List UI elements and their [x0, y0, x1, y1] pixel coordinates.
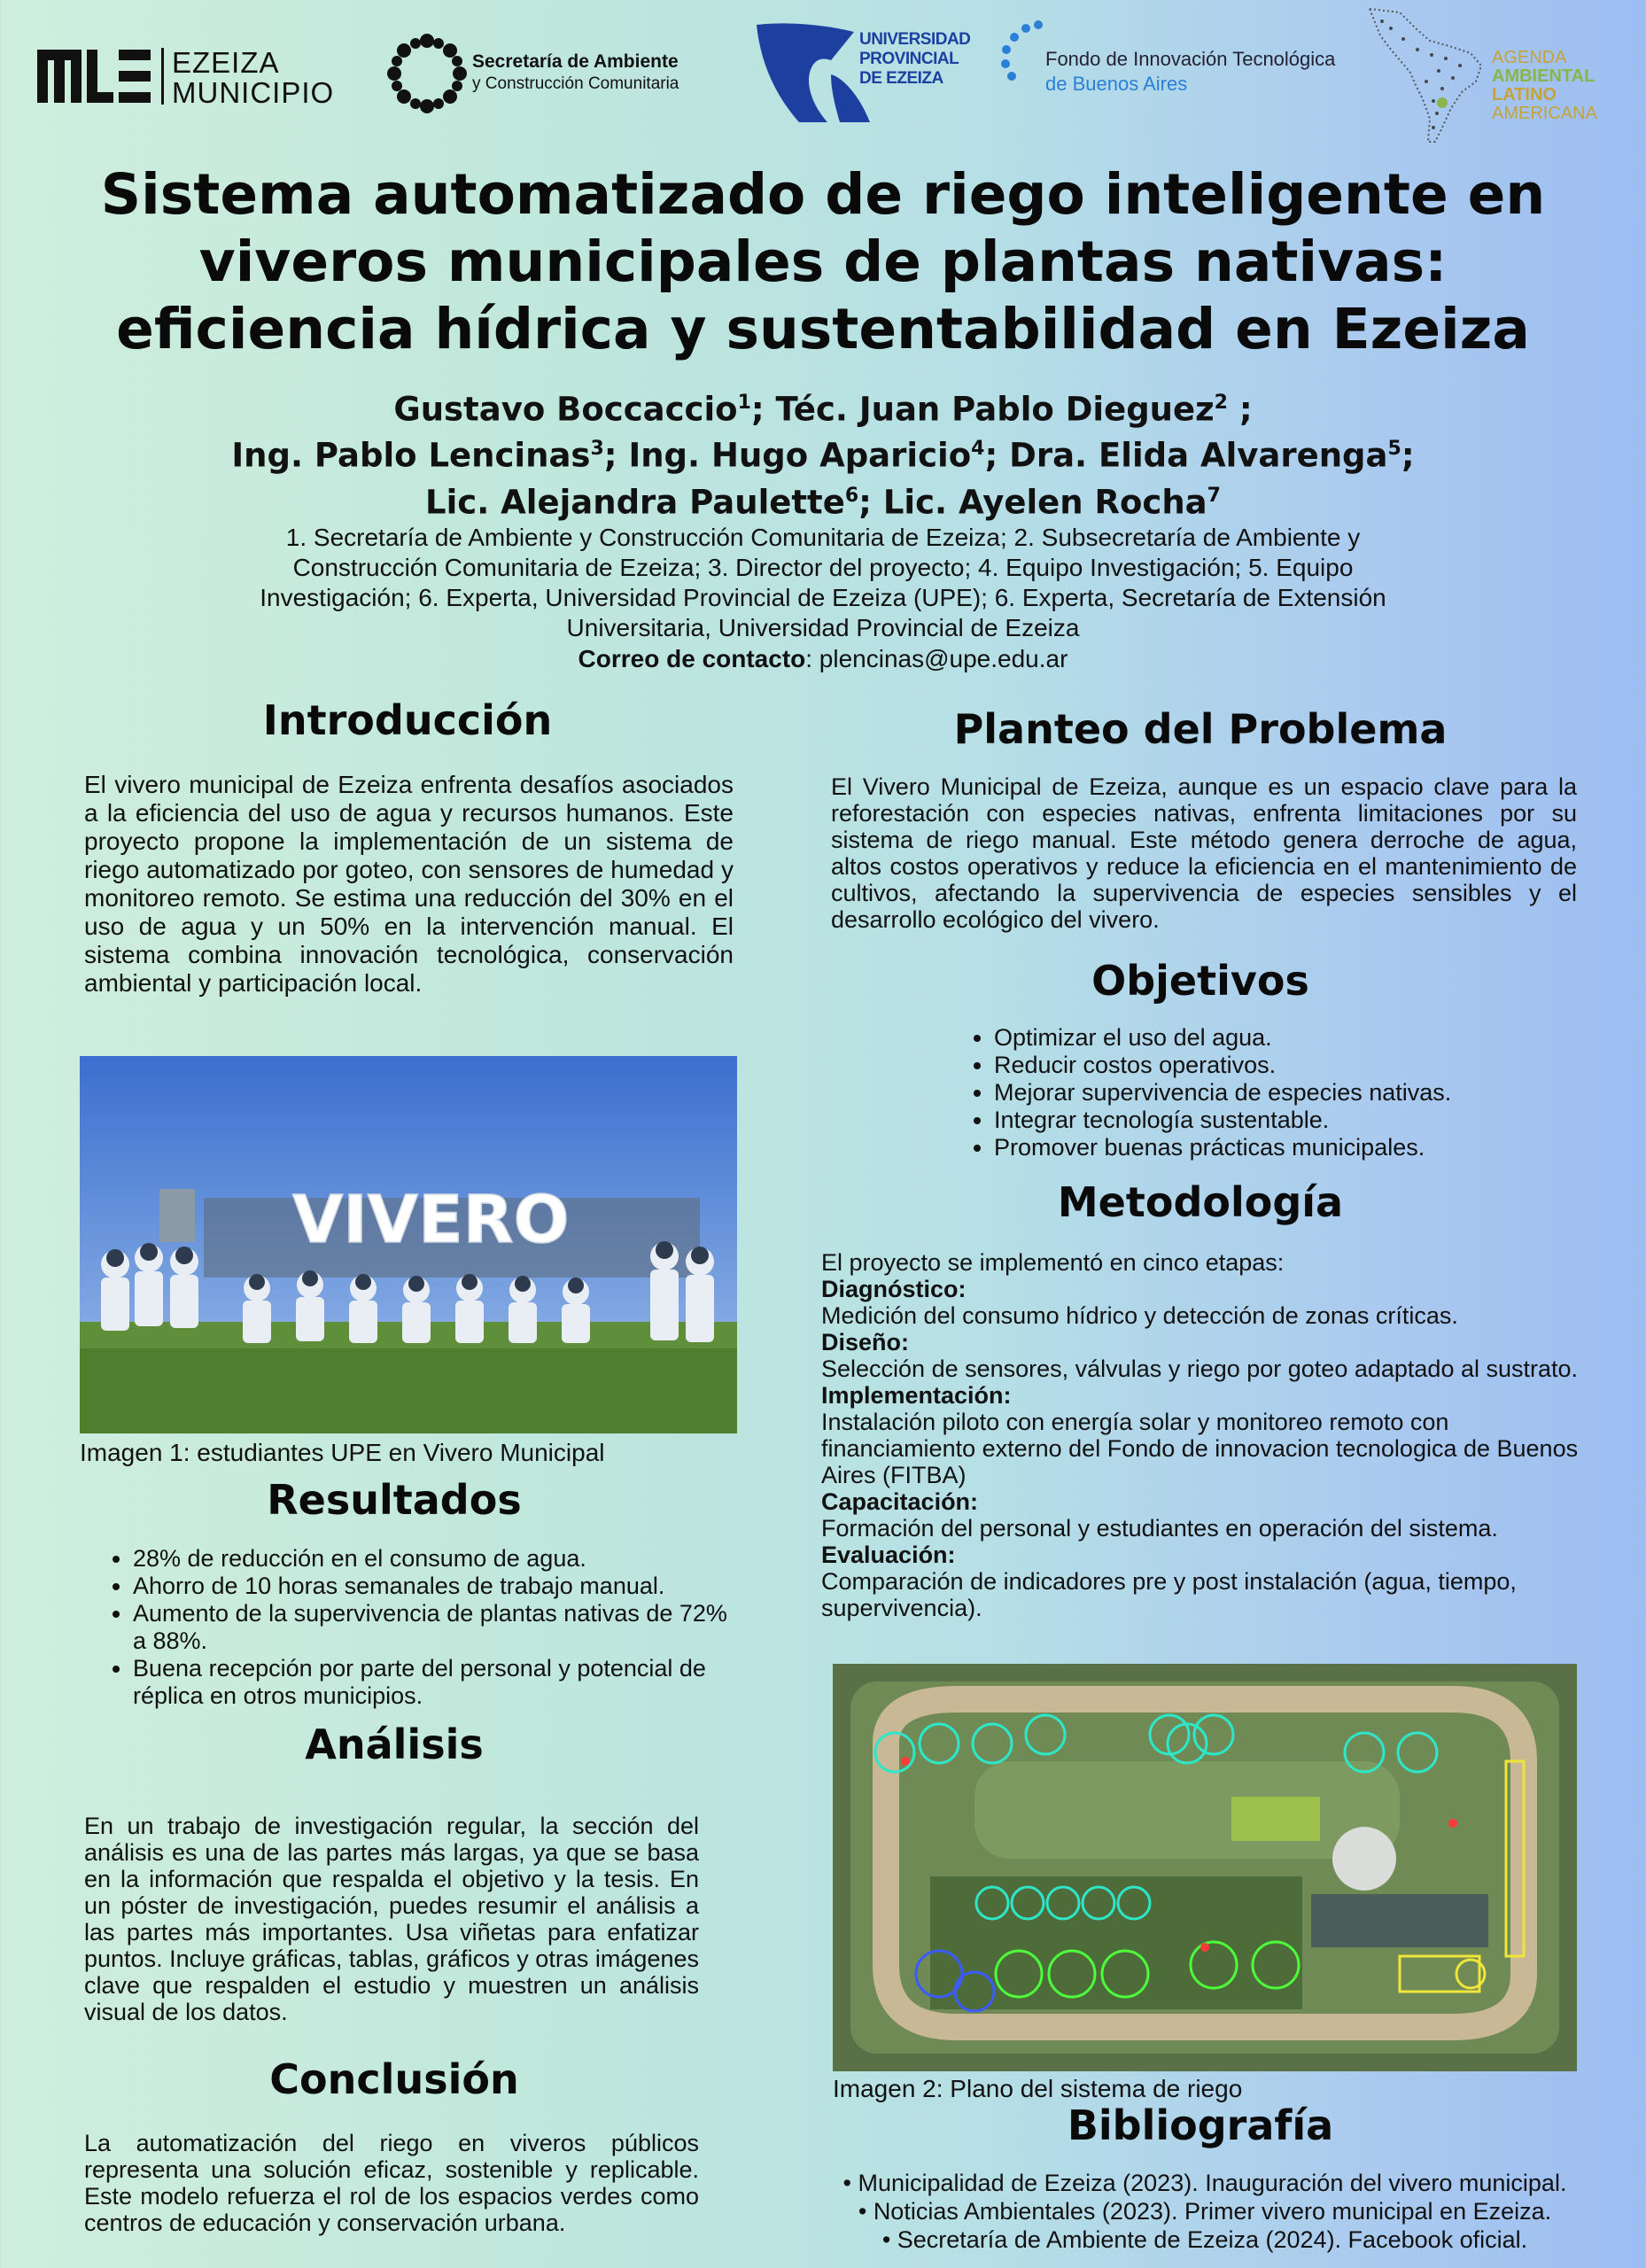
fondo-title: Fondo de Innovación Tecnológica: [1045, 48, 1336, 70]
step-label: Evaluación:: [821, 1542, 956, 1568]
author-name: ; Dra. Elida Alvarenga: [984, 436, 1388, 475]
authors-line-1: [89, 383, 1557, 429]
poster-title: [53, 161, 1593, 363]
title-line-1: Sistema automatizado de riego inteligente en: [100, 162, 1546, 227]
secretaria-title: Secretaría de Ambiente: [472, 51, 679, 72]
author-index: 4: [971, 438, 985, 461]
conclusion-text: La automatización del riego en viveros públicos representa una solución eficaz, sostenible y replicable. Este modelo refuerza el rol de los espacios verdes como centros de educación y conservación urbana.: [84, 2130, 699, 2236]
list-item: • Noticias Ambientales (2023). Primer vivero municipal en Ezeiza.: [858, 2198, 1552, 2225]
ezeiza-divider: [161, 48, 164, 105]
planteo-heading: Planteo del Problema: [953, 705, 1448, 753]
list-item: • Promover buenas prácticas municipales.: [994, 1134, 1579, 1161]
step-text: Selección de sensores, válvulas y riego por goteo adaptado al sustrato.: [821, 1355, 1579, 1382]
affiliation-line: Investigación; 6. Experta, Universidad Provincial de Ezeiza (UPE); 6. Experta, Secretaría de Extensión: [260, 584, 1386, 611]
metodologia-heading: Metodología: [1057, 1178, 1344, 1226]
objetivos-list: [966, 1024, 1579, 1161]
contact-label: Correo de contacto: [578, 645, 806, 672]
introduccion-text: El vivero municipal de Ezeiza enfrenta desafíos asociados a la eficiencia del uso de agua y recursos humanos. Este proyecto propone la implementación de un sistema de riego automatizado por goteo, con sensores de humedad y monitoreo remoto. Se estima una reducción del 30% en el uso de agua y un 50% en la intervención manual. El sistema combina innovación tecnológica, conservación ambiental y participación local.: [84, 771, 734, 997]
title-line-3: eficiencia hídrica y sustentabilidad en Ezeiza: [116, 297, 1530, 361]
authors: [89, 383, 1557, 522]
ezeiza-name: EZEIZA: [172, 46, 280, 79]
step-label: Diagnóstico:: [821, 1276, 967, 1302]
affiliation-line: Construcción Comunitaria de Ezeiza; 3. Director del proyecto; 4. Equipo Investigación; 5. Equipo: [292, 554, 1354, 581]
conclusion-heading: Conclusión: [269, 2055, 519, 2103]
agenda-logo: [1364, 4, 1630, 145]
introduccion-heading: Introducción: [262, 696, 553, 744]
affiliations: [177, 523, 1469, 643]
fondo-subtitle: de Buenos Aires: [1045, 73, 1188, 95]
author-index: 7: [1207, 484, 1221, 507]
vivero-sign-text: VIVERO: [292, 1182, 570, 1258]
step-text: Instalación piloto con energía solar y monitoreo remoto con financiamiento externo del Fondo de innovacion tecnologica de Buenos Aires (FITBA): [821, 1409, 1579, 1488]
author-name: Ing. Pablo Lencinas: [231, 436, 591, 475]
author-name: Lic. Alejandra Paulette: [425, 482, 845, 521]
author-name: ; Ing. Hugo Aparicio: [603, 436, 972, 475]
resultados-heading: Resultados: [267, 1476, 522, 1524]
list-item: • Mejorar supervivencia de especies nativas.: [994, 1079, 1579, 1107]
objetivos-heading: Objetivos: [1091, 957, 1309, 1005]
list-item: • Optimizar el uso del agua.: [994, 1024, 1579, 1052]
ezeiza-municipio-logo: [37, 46, 347, 108]
contact-email[interactable]: : plencinas@upe.edu.ar: [805, 645, 1068, 672]
author-index: 6: [844, 484, 859, 507]
upe-logo: [755, 21, 976, 128]
step-label: Capacitación:: [821, 1488, 979, 1515]
author-index: 3: [590, 438, 604, 461]
imagen2-caption: Imagen 2: Plano del sistema de riego: [833, 2075, 1243, 2102]
list-item: • Secretaría de Ambiente de Ezeiza (2024). Facebook oficial.: [881, 2226, 1528, 2253]
vivero-photo: [80, 1056, 737, 1433]
authors-line-3: [89, 476, 1557, 522]
author-separator: ;: [1227, 390, 1253, 429]
affiliation-line: Universitaria, Universidad Provincial de Ezeiza: [566, 614, 1080, 641]
list-item: • Municipalidad de Ezeiza (2023). Inauguración del vivero municipal.: [842, 2170, 1567, 2196]
latin-america-map-icon: [1364, 4, 1488, 145]
ezeiza-mark-icon: [37, 50, 151, 103]
bibliografia-list: [762, 2169, 1646, 2254]
ezeiza-subtitle: MUNICIPIO: [172, 76, 335, 109]
resultados-list: [105, 1545, 735, 1710]
list-item: • Buena recepción por parte del personal y potencial de réplica en otros municipios.: [133, 1655, 735, 1710]
metodologia-intro: El proyecto se implementó en cinco etapas:: [821, 1249, 1285, 1276]
list-item: • Integrar tecnología sustentable.: [994, 1107, 1579, 1134]
author-separator: ;: [1401, 436, 1415, 475]
metodologia-body: [821, 1249, 1583, 1621]
list-item: • Aumento de la supervivencia de plantas nativas de 72% a 88%.: [133, 1600, 735, 1655]
upe-name-line1: UNIVERSIDAD: [859, 30, 971, 49]
list-item: • Reducir costos operativos.: [994, 1052, 1579, 1079]
secretaria-subtitle: y Construcción Comunitaria: [472, 74, 679, 93]
step-label: Implementación:: [821, 1382, 1012, 1409]
vivero-photo-image: [80, 1056, 737, 1433]
secretaria-logo: [387, 34, 733, 113]
step-text: Formación del personal y estudiantes en operación del sistema.: [821, 1515, 1498, 1542]
author-name: ; Téc. Juan Pablo Dieguez: [750, 390, 1215, 429]
list-item: • Ahorro de 10 horas semanales de trabajo manual.: [133, 1573, 735, 1600]
upe-name-line2: PROVINCIAL: [859, 50, 959, 68]
authors-line-2: [89, 429, 1557, 475]
affiliation-line: 1. Secretaría de Ambiente y Construcción Comunitaria de Ezeiza; 2. Subsecretaría de Ambiente y: [285, 524, 1361, 551]
imagen1-caption: Imagen 1: estudiantes UPE en Vivero Municipal: [80, 1439, 605, 1466]
analisis-text: En un trabajo de investigación regular, la sección del análisis es una de las partes más largas, ya que se basa en la información que respalda el objetivo y la tesis. En un póster de investigación, puedes resumir el análisis a las partes más importantes. Usa viñetas para enfatizar puntos. Incluye gráficas, tablas, gráficos y otras imágenes clave que respalden el estudio y muestren un análisis visual de los datos.: [84, 1813, 699, 2025]
planteo-text: El Vivero Municipal de Ezeiza, aunque es un espacio clave para la reforestación con especies nativas, enfrenta limitaciones por su sistema de riego manual. Este método genera derroche de agua, altos costos operativos y reduce la eficiencia en el mantenimiento de cultivos, afectando la supervivencia de especies sensibles y el desarrollo ecológico del vivero.: [831, 773, 1577, 933]
list-item: • 28% de reducción en el consumo de agua.: [133, 1545, 735, 1573]
ring-dots-icon: [387, 34, 467, 113]
title-line-2: viveros municipales de plantas nativas:: [198, 229, 1448, 294]
upe-emblem-icon: [755, 21, 874, 126]
author-index: 5: [1387, 438, 1401, 461]
step-text: Comparación de indicadores pre y post instalación (agua, tiempo, supervivencia).: [821, 1568, 1517, 1621]
agenda-line2: AMBIENTAL: [1492, 66, 1596, 86]
upe-name-line3: DE EZEIZA: [859, 69, 943, 88]
analisis-heading: Análisis: [305, 1720, 484, 1768]
aerial-map-image: [833, 1664, 1577, 2071]
bibliografia-heading: Bibliografía: [1067, 2101, 1334, 2149]
irrigation-plan-image: [833, 1664, 1577, 2071]
author-index: 2: [1214, 392, 1228, 414]
author-index: 1: [737, 392, 751, 414]
step-label: Diseño:: [821, 1329, 910, 1355]
author-name: ; Lic. Ayelen Rocha: [858, 482, 1207, 521]
fondo-logo: [1001, 19, 1382, 99]
agenda-line3: LATINO: [1492, 85, 1557, 105]
author-name: Gustavo Boccaccio: [393, 390, 738, 429]
step-text: Medición del consumo hídrico y detección de zonas críticas.: [821, 1302, 1458, 1329]
agenda-line4: AMERICANA: [1492, 104, 1597, 123]
contact-line: [177, 645, 1469, 673]
agenda-line1: AGENDA: [1492, 48, 1567, 67]
logo-row: [0, 0, 1646, 159]
